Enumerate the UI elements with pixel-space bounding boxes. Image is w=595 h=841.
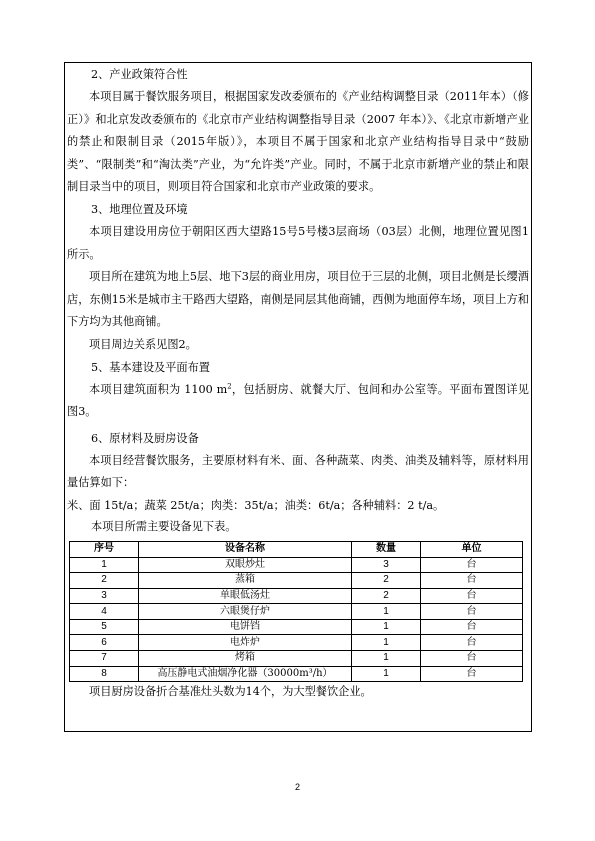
row-unit: 台	[421, 666, 523, 682]
table-header-row	[70, 541, 523, 557]
row-index: 7	[70, 651, 139, 667]
section-heading-materials: 6、原材料及厨房设备	[91, 431, 199, 445]
header-index: 序号	[70, 541, 139, 557]
row-quantity: 1	[352, 604, 421, 620]
table-intro: 本项目所需主要设备见下表。	[91, 519, 237, 533]
section-heading-location: 3、地理位置及环境	[91, 202, 188, 216]
row-equipment: 烤箱	[139, 651, 352, 667]
row-unit: 台	[421, 557, 523, 573]
header-unit: 单位	[421, 541, 523, 557]
row-equipment: 单眼低汤灶	[139, 588, 352, 604]
header-quantity: 数量	[352, 541, 421, 557]
row-quantity: 2	[352, 588, 421, 604]
paragraph-closing: 项目厨房设备折合基准灶头数为14个，为大型餐饮企业。	[89, 685, 372, 699]
area-text: 本项目建筑面积为 1100 m	[89, 382, 228, 396]
row-unit: 台	[421, 588, 523, 604]
table-row	[70, 635, 523, 651]
section-heading-construction: 5、基本建设及平面布置	[91, 360, 210, 374]
row-index: 3	[70, 588, 139, 604]
table-row	[70, 557, 523, 573]
table-row	[70, 604, 523, 620]
row-equipment: 电饼铛	[139, 619, 352, 635]
paragraph-location: 本项目建设用房位于朝阳区西大望路15号5号楼3层商场（03层）北侧，地理位置见图1所示。	[67, 224, 529, 261]
table-row	[70, 619, 523, 635]
paragraph-surroundings: 项目周边关系见图2。	[89, 337, 197, 351]
row-quantity: 1	[352, 666, 421, 682]
row-index: 5	[70, 619, 139, 635]
materials-usage: 米、面 15t/a；蔬菜 25t/a；肉类：35t/a；油类：6t/a；各种辅料：2 t/a。	[67, 498, 445, 512]
row-equipment: 六眼煲仔炉	[139, 604, 352, 620]
equipment-table	[69, 541, 523, 682]
header-equipment-name: 设备名称	[139, 541, 352, 557]
paragraph-construction	[67, 379, 529, 424]
row-index: 6	[70, 635, 139, 651]
row-equipment: 蒸箱	[139, 573, 352, 589]
row-equipment: 双眼炒灶	[139, 557, 352, 573]
row-unit: 台	[421, 619, 523, 635]
paragraph-materials: 本项目经营餐饮服务，主要原材料有米、面、各种蔬菜、肉类、油类及辅料等，原材料用量估算如下：	[67, 453, 529, 490]
paragraph-industry-policy: 本项目属于餐饮服务项目，根据国家发改委颁布的《产业结构调整目录（2011年本）（修正）》和北京发改委颁布的《北京市产业结构调整指导目录（2007 年本）》、《北京市新增产业的禁止和限制目录（2015年版）》，本项目不属于国家和北京产业结构指导目录中“鼓励类”、“限制类”和“淘汰类”产业，为“允许类”产业。同时，不属于北京市新增产业的禁止和限制目录当中的项目，则项目符合国家和北京市产业政策的要求。	[67, 90, 529, 194]
page-number: 2	[294, 782, 300, 792]
table-row	[70, 651, 523, 667]
table-row	[70, 573, 523, 589]
table-row	[70, 588, 523, 604]
row-quantity: 1	[352, 635, 421, 651]
row-quantity: 3	[352, 557, 421, 573]
row-quantity: 1	[352, 651, 421, 667]
row-unit: 台	[421, 604, 523, 620]
paragraph-building: 项目所在建筑为地上5层、地下3层的商业用房，项目位于三层的北侧，项目北侧是长缨酒店，东侧15米是城市主干路西大望路，南侧是同层其他商铺，西侧为地面停车场，项目上方和下方均为其他商铺。	[67, 270, 529, 329]
row-index: 1	[70, 557, 139, 573]
row-unit: 台	[421, 651, 523, 667]
area-superscript: 2	[227, 381, 232, 390]
row-quantity: 1	[352, 619, 421, 635]
document-body	[67, 64, 529, 702]
row-unit: 台	[421, 635, 523, 651]
row-quantity: 2	[352, 573, 421, 589]
area-text-rest: ，包括厨房、就餐大厅、包间和办公室等。平面布置图详见图3。	[67, 382, 529, 419]
row-index: 8	[70, 666, 139, 682]
table-row	[70, 666, 523, 682]
row-index: 4	[70, 604, 139, 620]
row-unit: 台	[421, 573, 523, 589]
row-equipment: 高压静电式油烟净化器（30000m³/h）	[139, 666, 352, 682]
row-index: 2	[70, 573, 139, 589]
section-heading-industry-policy: 2、产业政策符合性	[91, 68, 188, 81]
row-equipment: 电炸炉	[139, 635, 352, 651]
